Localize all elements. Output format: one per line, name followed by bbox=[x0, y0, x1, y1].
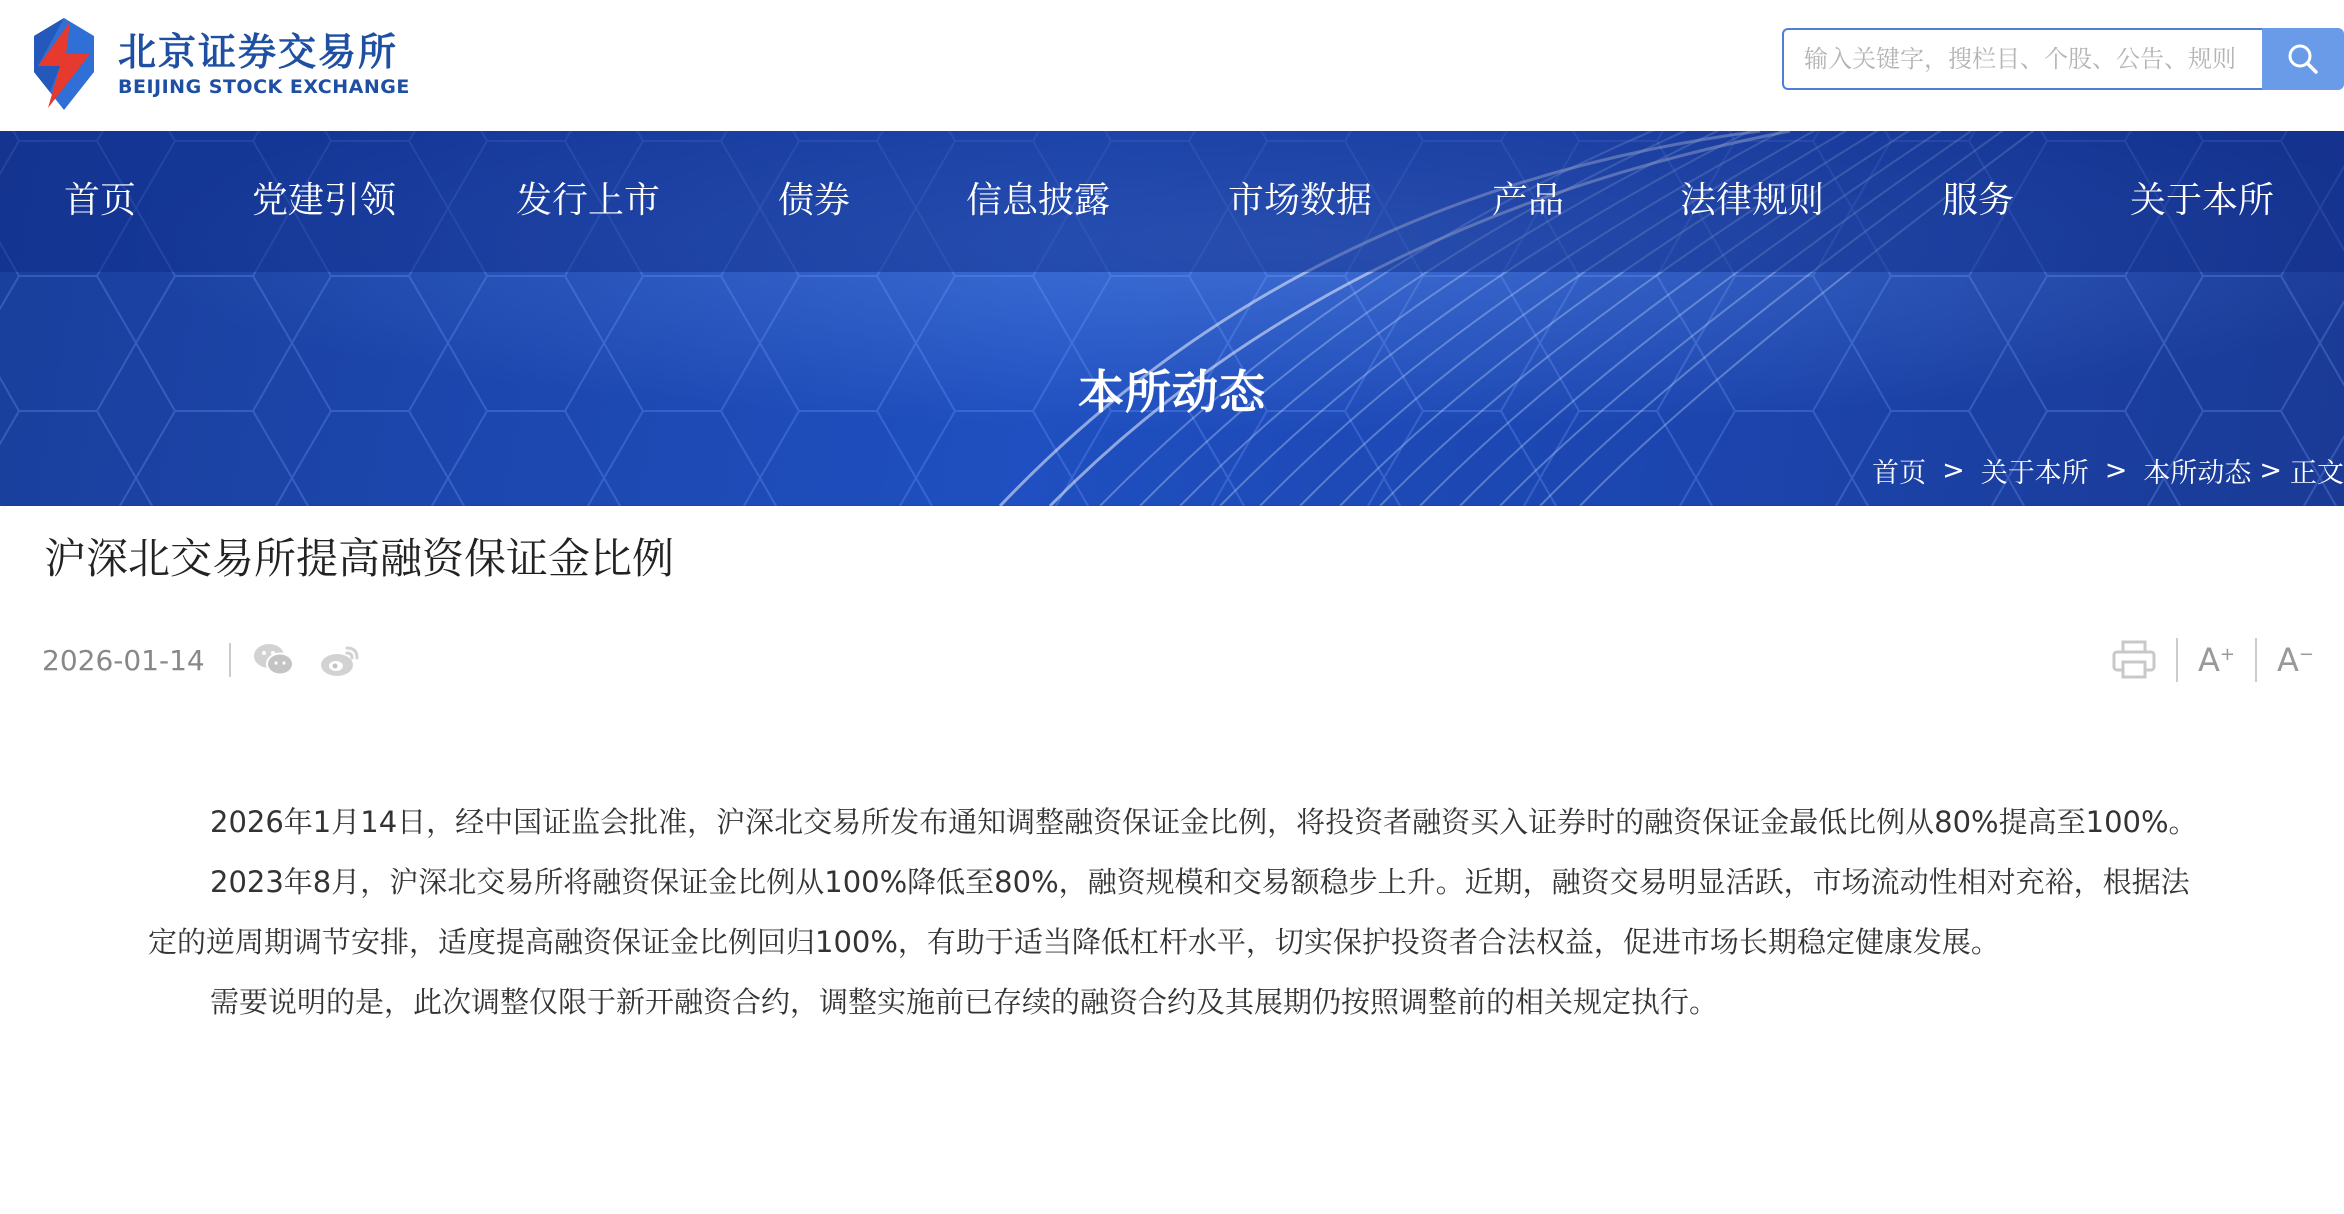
article-paragraph: 需要说明的是，此次调整仅限于新开融资合约，调整实施前已存续的融资合约及其展期仍按照调整前的相关规定执行。 bbox=[210, 985, 1719, 1019]
print-button[interactable] bbox=[2112, 640, 2156, 680]
nav-item-party[interactable]: 党建引领 bbox=[252, 180, 397, 221]
breadcrumb-about[interactable]: 关于本所 bbox=[1980, 458, 2089, 489]
breadcrumb-current: 正文 bbox=[2290, 458, 2344, 489]
nav-item-disclosure[interactable]: 信息披露 bbox=[966, 180, 1111, 221]
breadcrumb-home[interactable]: 首页 bbox=[1872, 458, 1927, 489]
article-title: 沪深北交易所提高融资保证金比例 bbox=[44, 534, 675, 583]
article-paragraph: 2023年8月，沪深北交易所将融资保证金比例从100%降低至80%，融资规模和交易额稳步上升。近期，融资交易明显活跃，市场流动性相对充裕，根据法定的逆周期调节安排，适度提高融资保证金比例回归100%，有助于适当降低杠杆水平，切实保护投资者合法权益，促进市场长期稳定健康发展。 bbox=[148, 865, 2190, 959]
breadcrumb-news[interactable]: 本所动态 bbox=[2143, 458, 2252, 489]
page-banner bbox=[0, 131, 2344, 506]
page-title: 本所动态 bbox=[1078, 365, 1266, 419]
site-header bbox=[0, 0, 2344, 131]
logo-mark-icon bbox=[24, 14, 104, 114]
main-nav bbox=[0, 131, 2344, 272]
logo-name-cn: 北京证券交易所 bbox=[118, 30, 399, 74]
article-content bbox=[148, 792, 2198, 1032]
wechat-icon bbox=[253, 642, 295, 678]
nav-item-rules[interactable]: 法律规则 bbox=[1680, 180, 1825, 221]
font-increase-button[interactable] bbox=[2198, 641, 2235, 679]
weibo-share-button[interactable] bbox=[319, 640, 361, 680]
breadcrumb-separator: > bbox=[2259, 455, 2282, 486]
font-increase-label: A bbox=[2198, 641, 2220, 679]
nav-item-market-data[interactable]: 市场数据 bbox=[1228, 180, 1373, 221]
article-meta bbox=[42, 640, 385, 680]
article-tools bbox=[2112, 636, 2314, 684]
search-input[interactable] bbox=[1782, 28, 2262, 90]
article-paragraph: 2026年1月14日，经中国证监会批准，沪深北交易所发布通知调整融资保证金比例，将投资者融资买入证券时的融资保证金最低比例从80%提高至100%。 bbox=[210, 805, 2198, 839]
breadcrumb-separator: > bbox=[1942, 455, 1965, 486]
article-header bbox=[2, 506, 2342, 602]
meta-divider bbox=[229, 643, 231, 677]
tool-divider bbox=[2176, 638, 2178, 682]
nav-item-products[interactable]: 产品 bbox=[1492, 180, 1565, 221]
font-decrease-button[interactable] bbox=[2277, 641, 2314, 679]
nav-item-listing[interactable]: 发行上市 bbox=[516, 180, 661, 221]
nav-item-about[interactable]: 关于本所 bbox=[2130, 180, 2275, 221]
font-decrease-label: A bbox=[2277, 641, 2299, 679]
search-icon bbox=[2285, 41, 2321, 77]
breadcrumb-separator: > bbox=[2104, 455, 2128, 486]
site-search bbox=[1782, 28, 2344, 90]
search-button[interactable] bbox=[2262, 28, 2344, 90]
weibo-icon bbox=[319, 642, 361, 678]
wechat-share-button[interactable] bbox=[253, 640, 295, 680]
article-date: 2026-01-14 bbox=[42, 643, 205, 677]
nav-item-services[interactable]: 服务 bbox=[1942, 180, 2015, 221]
breadcrumb bbox=[1872, 451, 2344, 490]
print-icon bbox=[2112, 640, 2156, 680]
tool-divider bbox=[2255, 638, 2257, 682]
font-increase-sign: + bbox=[2219, 643, 2236, 665]
font-decrease-sign: − bbox=[2298, 643, 2314, 665]
site-logo[interactable] bbox=[24, 14, 410, 114]
nav-item-home[interactable]: 首页 bbox=[64, 180, 137, 221]
nav-item-bonds[interactable]: 债券 bbox=[778, 180, 851, 221]
logo-name-en: BEIJING STOCK EXCHANGE bbox=[118, 76, 410, 98]
